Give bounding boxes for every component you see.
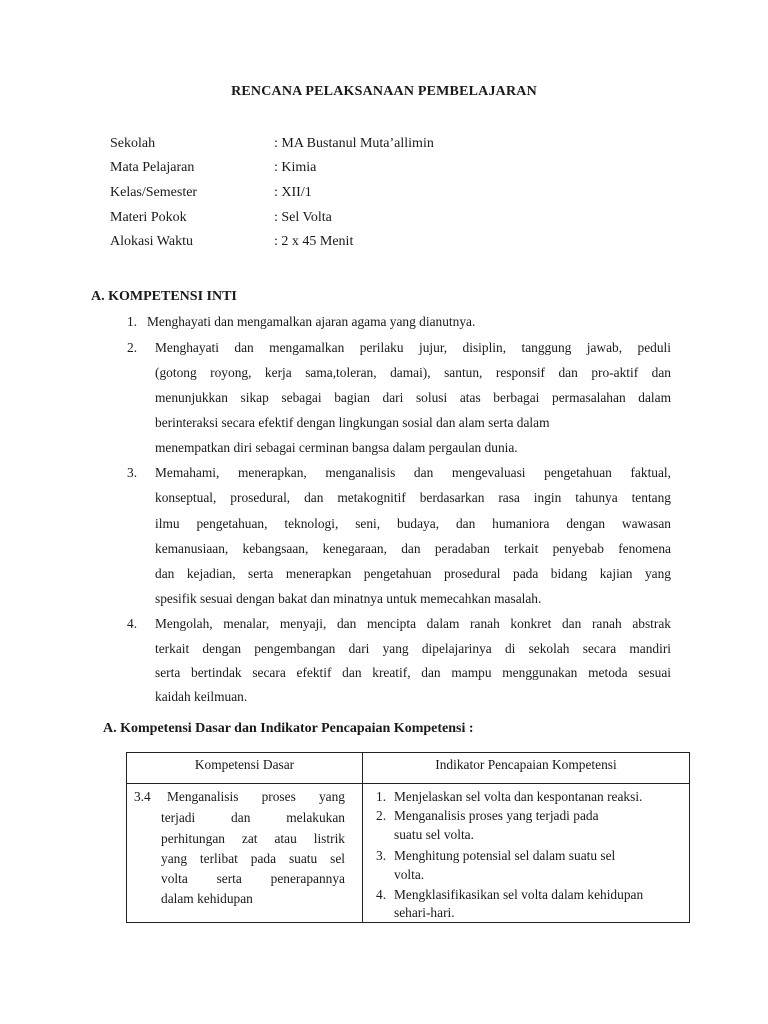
list-number: 4.: [127, 616, 138, 631]
identity-label: Alokasi Waktu: [110, 234, 193, 249]
section-heading-kompetensi-dasar: A. Kompetensi Dasar dan Indikator Pencapaian Kompetensi :: [103, 721, 474, 736]
table-column-divider: [362, 753, 363, 922]
list-text-line: kemanusiaan, kebangsaan, kenegaraan, dan peradaban terkait penyebab fenomena: [155, 541, 671, 556]
identity-value: : XII/1: [274, 185, 312, 200]
list-text-line: ilmu pengetahuan, teknologi, seni, budaya, dan humaniora dengan wawasan: [155, 516, 671, 531]
document-title: RENCANA PELAKSANAAN PEMBELAJARAN: [231, 84, 537, 99]
list-text-line: menunjukkan sikap sebagai bagian dari solusi atas berbagai permasalahan dalam: [155, 390, 671, 405]
list-text-line: Memahami, menerapkan, menganalisis dan mengevaluasi pengetahuan faktual,: [155, 465, 671, 480]
list-text-line: spesifik sesuai dengan bakat dan minatnya untuk memecahkan masalah.: [155, 591, 542, 606]
list-text-line: Mengolah, menalar, menyaji, dan mencipta dalam ranah konkret dan ranah abstrak: [155, 616, 671, 631]
kd-text-line: perhitungan zat atau listrik: [161, 831, 345, 846]
list-number: 2.: [127, 340, 138, 355]
kd-text-line: yang terlibat pada suatu sel: [161, 851, 345, 866]
list-text-line: dan kejadian, serta menerapkan pengetahuan prosedural pada bidang kajian yang: [155, 566, 671, 581]
list-text-line: Menghayati dan mengamalkan ajaran agama yang dianutnya.: [147, 314, 476, 329]
kd-number: 3.4: [134, 789, 151, 804]
identity-label: Mata Pelajaran: [110, 160, 195, 175]
list-text-line: terkait dengan pengembangan dari yang dipelajarinya di sekolah secara mandiri: [155, 641, 671, 656]
identity-value: : MA Bustanul Muta’allimin: [274, 136, 434, 151]
identity-value: : Kimia: [274, 160, 317, 175]
indikator-text-line: Menghitung potensial sel dalam suatu sel: [394, 848, 616, 863]
indikator-text-line: sehari-hari.: [394, 905, 455, 920]
indikator-number: 1.: [376, 789, 387, 804]
indikator-text-line: suatu sel volta.: [394, 827, 474, 842]
indikator-text-line: Menjelaskan sel volta dan kespontanan reaksi.: [394, 789, 643, 804]
list-text-line: kaidah keilmuan.: [155, 689, 248, 704]
list-text-line: konseptual, prosedural, dan metakognitif berdasarkan rasa ingin tahunya tentang: [155, 490, 671, 505]
list-number: 3.: [127, 465, 138, 480]
list-text-line: berinteraksi secara efektif dengan lingkungan sosial dan alam serta dalam: [155, 415, 550, 430]
identity-label: Materi Pokok: [110, 210, 187, 225]
kd-text-line: terjadi dan melakukan: [161, 810, 345, 825]
identity-label: Kelas/Semester: [110, 185, 198, 200]
indikator-number: 2.: [376, 808, 387, 823]
list-text-line: Menghayati dan mengamalkan perilaku jujur, disiplin, tanggung jawab, peduli: [155, 340, 671, 355]
list-text-line: serta bertindak secara efektif dan kreatif, dan mampu menggunakan metoda sesuai: [155, 665, 671, 680]
kd-text-line: dalam kehidupan: [161, 891, 253, 906]
list-text-line: (gotong royong, kerja sama,toleran, damai), santun, responsif dan pro-aktif dan: [155, 365, 671, 380]
list-number: 1.: [127, 314, 138, 329]
section-heading-kompetensi-inti: A. KOMPETENSI INTI: [91, 289, 237, 304]
indikator-number: 4.: [376, 887, 387, 902]
indikator-text-line: Menganalisis proses yang terjadi pada: [394, 808, 599, 823]
list-text-line: menempatkan diri sebagai cerminan bangsa dalam pergaulan dunia.: [155, 440, 518, 455]
kompetensi-table: [126, 752, 690, 923]
kd-text-line: volta serta penerapannya: [161, 871, 345, 886]
indikator-number: 3.: [376, 848, 387, 863]
identity-value: : 2 x 45 Menit: [274, 234, 354, 249]
table-header-divider: [127, 783, 689, 784]
indikator-text-line: Mengklasifikasikan sel volta dalam kehidupan: [394, 887, 644, 902]
table-header-kompetensi-dasar: Kompetensi Dasar: [194, 757, 295, 772]
kd-text-line: Menganalisis proses yang: [167, 789, 345, 804]
identity-label: Sekolah: [110, 136, 156, 151]
table-header-indikator: Indikator Pencapaian Kompetensi: [435, 757, 617, 772]
identity-value: : Sel Volta: [274, 210, 332, 225]
indikator-text-line: volta.: [394, 867, 425, 882]
